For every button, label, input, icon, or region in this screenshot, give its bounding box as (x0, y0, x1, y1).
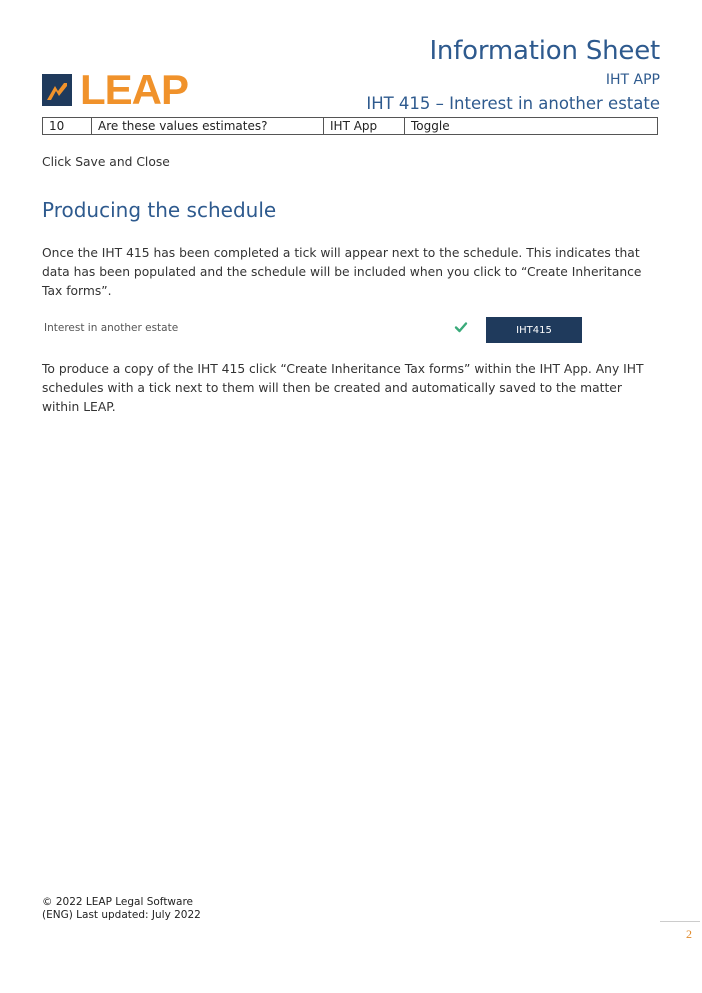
paragraph-2: To produce a copy of the IHT 415 click “Create Inheritance Tax forms” within the IHT App. Any IHT schedules with a tick next to them will then be created and automatically saved to the matter within LEAP. (42, 362, 644, 414)
leap-logo (42, 66, 189, 113)
table-row (43, 118, 658, 135)
table-cell-number: 10 (43, 118, 92, 135)
paragraph-1: Once the IHT 415 has been completed a tick will appear next to the schedule. This indicates that data has been populated and the schedule will be included when you click to “Create Inheritance Tax forms”. (42, 246, 642, 298)
table-cell-location: IHT App (324, 118, 405, 135)
iht415-button[interactable]: IHT415 (486, 317, 582, 343)
logo-wordmark: LEAP (80, 66, 189, 113)
page-number: 2 (686, 927, 692, 941)
fields-table (42, 117, 658, 135)
logo-arrow-icon (42, 74, 72, 106)
document-subject: IHT 415 – Interest in another estate (366, 94, 660, 113)
instruction-text: Click Save and Close (42, 155, 170, 169)
app-name: IHT APP (605, 72, 660, 88)
check-icon (454, 320, 468, 334)
section-heading: Producing the schedule (42, 198, 277, 222)
page-number-divider (660, 921, 700, 922)
table-cell-question: Are these values estimates? (92, 118, 324, 135)
document-title: Information Sheet (429, 36, 660, 66)
leap-logo-mark (42, 74, 72, 106)
footer (42, 896, 201, 922)
footer-copyright: © 2022 LEAP Legal Software (42, 896, 193, 908)
footer-updated: (ENG) Last updated: July 2022 (42, 909, 201, 921)
schedule-label: Interest in another estate (44, 322, 179, 334)
table-cell-type: Toggle (405, 118, 658, 135)
